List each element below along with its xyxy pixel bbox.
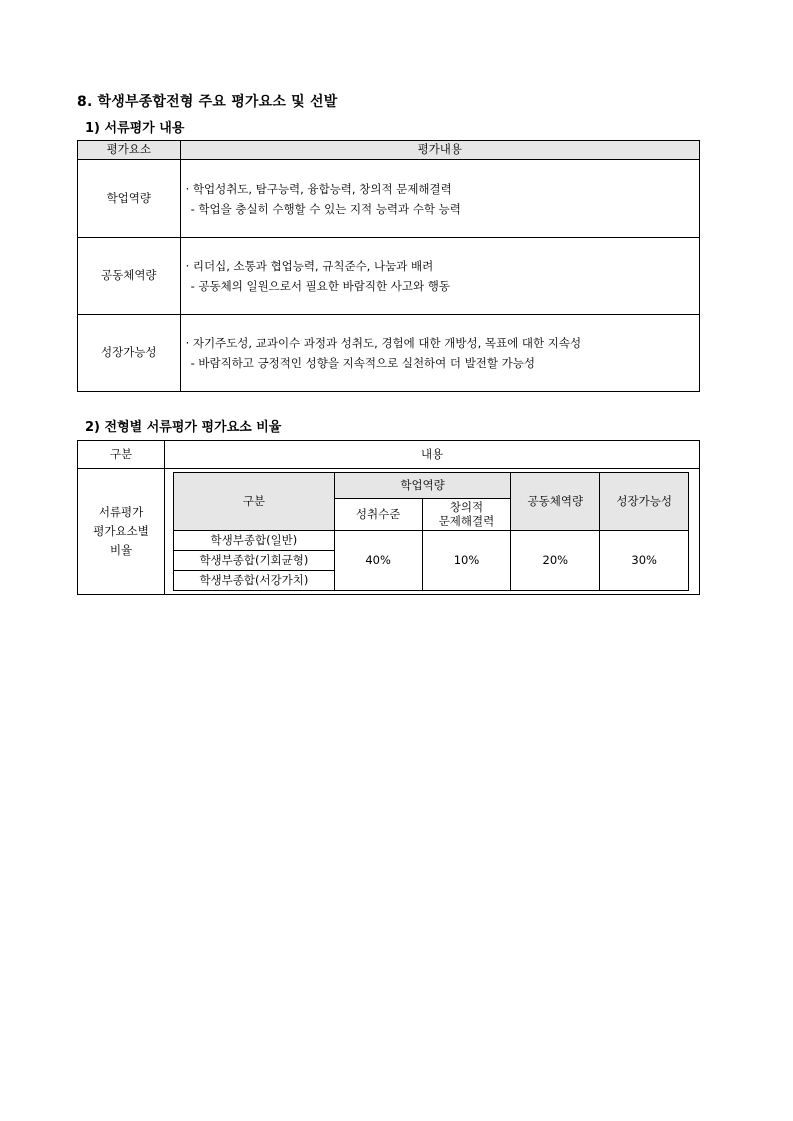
- header-content: 내용: [165, 441, 700, 469]
- description-line: · 자기주도성, 교과이수 과정과 성취도, 경험에 대한 개방성, 목표에 대한 지속성: [185, 336, 582, 350]
- header-line: 창의적: [449, 500, 484, 515]
- inner-header-problem-solving: [422, 499, 511, 531]
- header-evaluation-content: 평가내용: [180, 141, 699, 160]
- value-problem-solving: 10%: [422, 531, 511, 591]
- ratio-row-label: [78, 469, 165, 595]
- subsection-title-document-evaluation: 1) 서류평가 내용: [85, 121, 185, 136]
- inner-header-community: 공동체역량: [511, 473, 600, 531]
- description-line: · 리더십, 소통과 협업능력, 규칙준수, 나눔과 배려: [185, 259, 434, 273]
- row-label-sogang-value: 학생부종합(서강가치): [174, 571, 335, 591]
- value-achievement: 40%: [334, 531, 422, 591]
- ratio-label-line: 비율: [109, 543, 133, 557]
- header-line: 문제해결력: [438, 513, 495, 528]
- category-community: 공동체역량: [78, 238, 181, 315]
- inner-header-achievement: 성취수준: [334, 499, 422, 531]
- description-line: · 학업성취도, 탐구능력, 융합능력, 창의적 문제해결력: [185, 181, 452, 196]
- row-label-general: 학생부종합(일반): [174, 531, 335, 551]
- table-row: [78, 160, 700, 238]
- description-subline: - 공동체의 일원으로서 필요한 바람직한 사고와 행동: [190, 279, 450, 293]
- value-growth: 30%: [600, 531, 689, 591]
- description-cell: [180, 160, 699, 238]
- row-label-opportunity: 학생부종합(기회균형): [174, 551, 335, 571]
- description-cell: [180, 238, 699, 315]
- ratio-content-cell: [165, 469, 700, 595]
- value-community: 20%: [511, 531, 600, 591]
- ratio-label-line: 평가요소별: [93, 524, 149, 538]
- inner-header-academic: 학업역량: [334, 473, 511, 499]
- ratio-label-line: 서류평가: [98, 505, 144, 519]
- section-heading: 8. 학생부종합전형 주요 평가요소 및 선발: [77, 94, 338, 110]
- ratio-inner-table: [173, 472, 689, 591]
- header-evaluation-element: 평가요소: [78, 141, 181, 160]
- header-category: 구분: [78, 441, 165, 469]
- description-subline: - 바람직하고 긍정적인 성향을 지속적으로 실천하여 더 발전할 가능성: [190, 356, 536, 370]
- evaluation-content-table: [77, 140, 700, 392]
- subsection-title-ratio: 2) 전형별 서류평가 평가요소 비율: [85, 420, 282, 435]
- table-row: [174, 531, 689, 551]
- table-row: [78, 238, 700, 315]
- inner-header-category: 구분: [174, 473, 335, 531]
- table-row: [78, 315, 700, 392]
- category-academic: 학업역량: [78, 160, 181, 238]
- description-subline: - 학업을 충실히 수행할 수 있는 지적 능력과 수학 능력: [190, 201, 461, 216]
- ratio-table: [77, 440, 700, 595]
- inner-header-growth: 성장가능성: [600, 473, 689, 531]
- description-cell: [180, 315, 699, 392]
- category-growth: 성장가능성: [78, 315, 181, 392]
